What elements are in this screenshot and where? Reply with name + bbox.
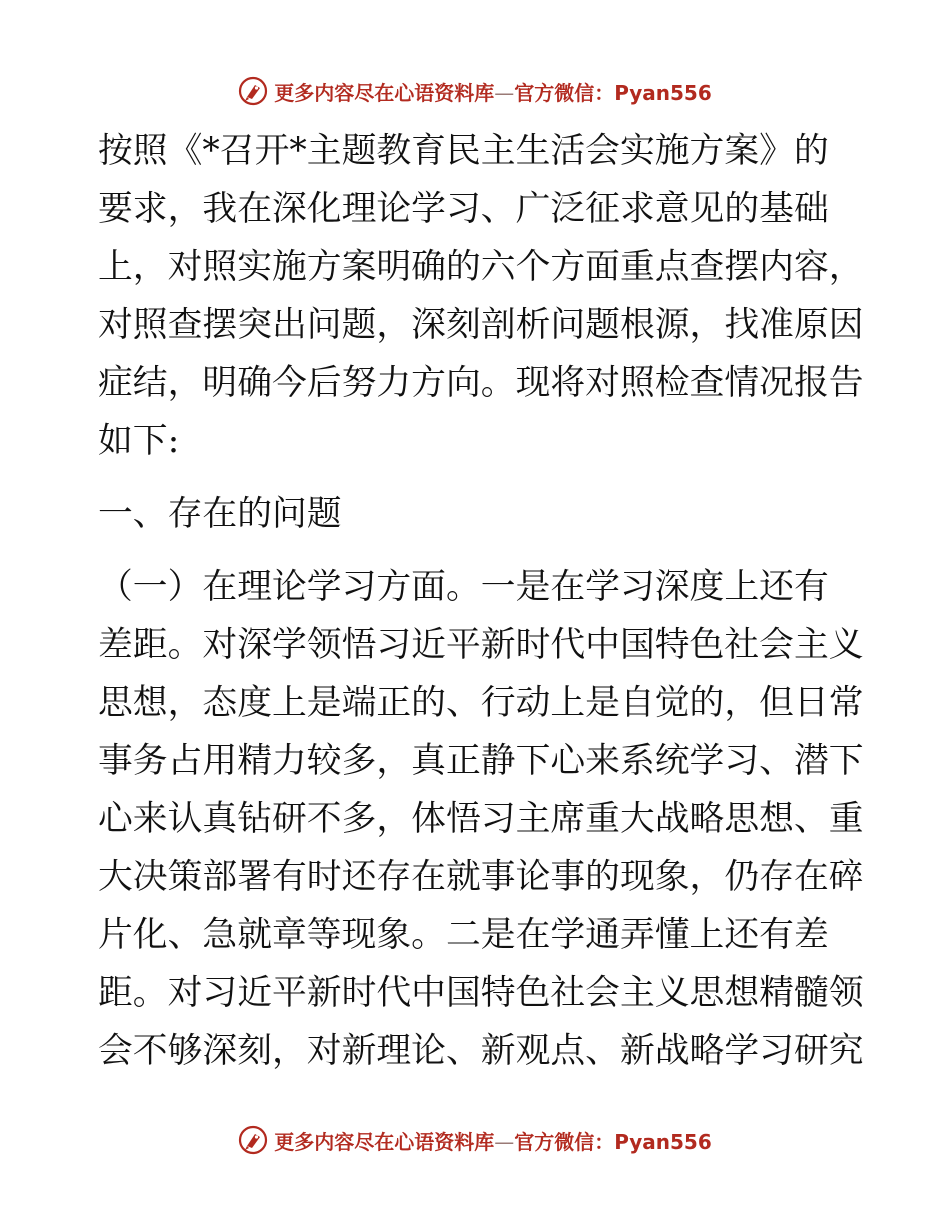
- body-line-7: 片化、急就章等现象。二是在学通弄懂上还有差: [98, 915, 829, 955]
- intro-line-1: 按照《*召开*主题教育民主生活会实施方案》的: [98, 131, 829, 171]
- intro-line-2: 要求，我在深化理论学习、广泛征求意见的基础: [98, 189, 829, 229]
- body-line-9: 会不够深刻，对新理论、新观点、新战略学习研究: [98, 1031, 864, 1071]
- pen-nib-logo-icon: [238, 76, 268, 106]
- footer-banner-dash: —: [494, 1129, 515, 1154]
- intro-line-5: 症结，明确今后努力方向。现将对照检查情况报告: [98, 363, 864, 403]
- header-watermark-banner: [0, 71, 950, 111]
- body-line-1: （一）在理论学习方面。一是在学习深度上还有: [98, 567, 829, 607]
- footer-banner-main-text: 更多内容尽在心语资料库: [274, 1129, 495, 1154]
- document-body: [98, 122, 864, 1080]
- intro-line-4: 对照查摆突出问题，深刻剖析问题根源，找准原因: [98, 305, 864, 345]
- body-line-8: 距。对习近平新时代中国特色社会主义思想精髓领: [98, 973, 864, 1013]
- body-line-2: 差距。对深学领悟习近平新时代中国特色社会主义: [98, 625, 864, 665]
- body-line-6: 大决策部署有时还存在就事论事的现象，仍存在碎: [98, 857, 864, 897]
- pen-nib-logo-icon: [238, 1125, 268, 1155]
- header-banner-dash: —: [494, 80, 515, 105]
- footer-banner-wechat-text: 官方微信：Pyan556: [514, 1129, 712, 1154]
- section-heading: 一、存在的问题: [98, 494, 342, 534]
- body-line-4: 事务占用精力较多，真正静下心来系统学习、潜下: [98, 741, 864, 781]
- intro-line-3: 上，对照实施方案明确的六个方面重点查摆内容，: [98, 247, 864, 287]
- intro-line-6: 如下:: [98, 421, 180, 461]
- body-line-5: 心来认真钻研不多，体悟习主席重大战略思想、重: [98, 799, 864, 839]
- header-banner-main-text: 更多内容尽在心语资料库: [274, 80, 495, 105]
- footer-watermark-banner: [0, 1120, 950, 1160]
- header-banner-wechat-text: 官方微信：Pyan556: [514, 80, 712, 105]
- body-line-3: 思想，态度上是端正的、行动上是自觉的，但日常: [98, 683, 864, 723]
